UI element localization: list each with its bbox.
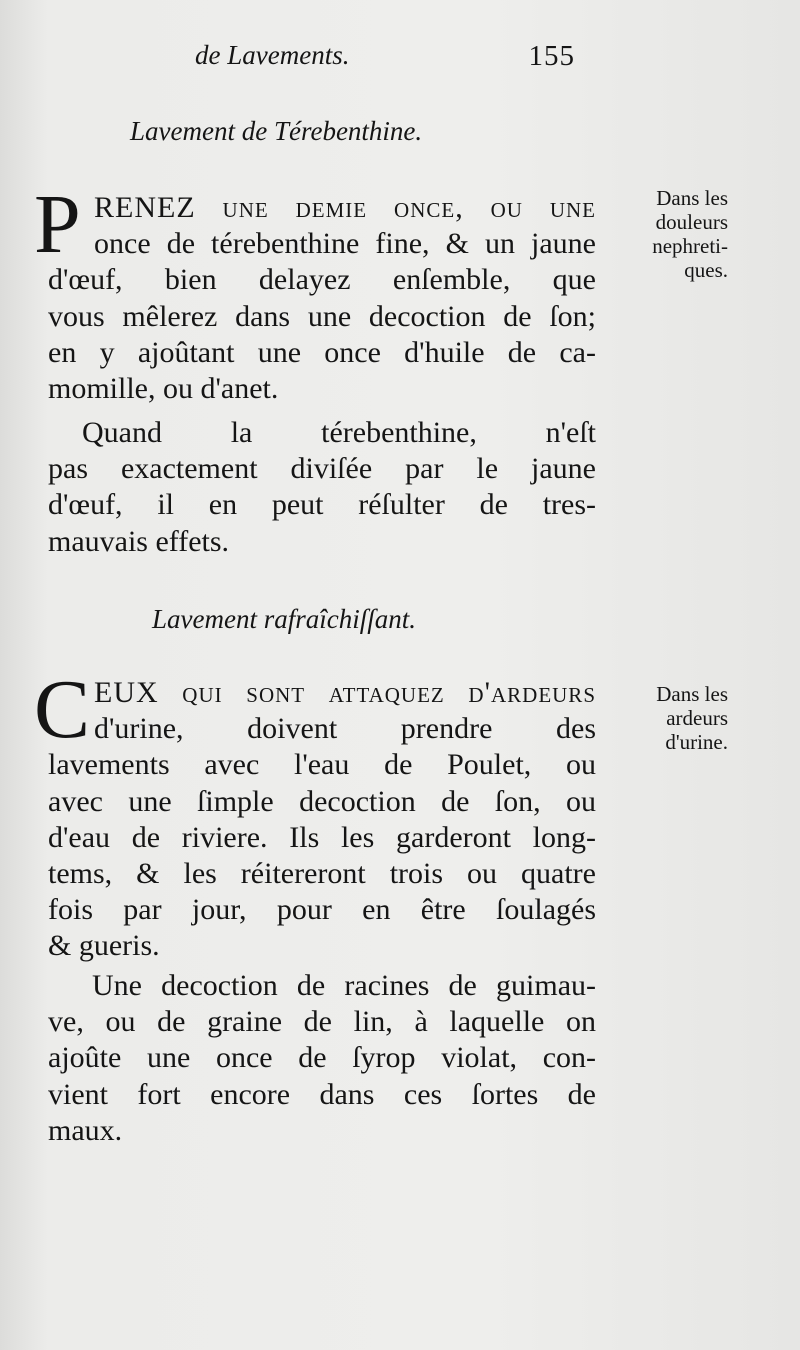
text-line: tems, & les réitereront trois ou quatre — [48, 856, 596, 890]
margin-note-line: d'urine. — [665, 730, 728, 754]
drop-cap-c: C — [34, 663, 91, 756]
text-line: lavements avec l'eau de Poulet, ou — [48, 748, 596, 782]
text-line: en y ajoûtant une once d'huile de ca- — [48, 335, 596, 369]
text-line: vous mêlerez dans une decoction de ſon; — [48, 299, 596, 333]
text-line: ajoûte une once de ſyrop violat, con- — [48, 1041, 596, 1075]
margin-note-line: Dans les — [656, 682, 728, 706]
text-line: mauvais effets. — [48, 524, 230, 558]
text-line: d'œuf, bien delayez enſemble, que — [48, 263, 596, 297]
text-line: Une decoction de racines de guimau- — [92, 969, 596, 1002]
text-line: maux. — [48, 1113, 123, 1147]
text-line: Quand la térebenthine, n'eſt — [82, 416, 596, 449]
text-line: avec une ſimple decoction de ſon, ou — [48, 784, 596, 818]
text-line: d'eau de riviere. Ils les garderont long- — [48, 820, 596, 854]
running-head — [195, 40, 575, 80]
paragraph-guimauve — [48, 968, 596, 1149]
margin-note-line: nephreti- — [652, 234, 728, 258]
margin-note-line: ques. — [684, 258, 728, 282]
paragraph-terebenthine-recipe — [34, 178, 596, 407]
text-line: once de térebenthine fine, & un jaune — [94, 227, 596, 261]
margin-note-line: Dans les — [656, 186, 728, 210]
text-line: d'œuf, il en peut réſulter de tres- — [48, 488, 596, 522]
margin-note-douleurs — [588, 186, 728, 282]
text-line: vient fort encore dans ces ſortes de — [48, 1077, 596, 1111]
paragraph-ardeurs-urine — [34, 663, 596, 965]
margin-note-line: douleurs — [655, 210, 728, 234]
margin-note-ardeurs — [588, 682, 728, 754]
text-line: & gueris. — [48, 929, 160, 963]
margin-note-line: ardeurs — [666, 706, 728, 730]
text-line: ve, ou de graine de lin, à laquelle on — [48, 1005, 596, 1039]
text-line: d'urine, doivent prendre des — [94, 712, 596, 746]
text-line: EUX qui ſont attaquez d'ardeurs — [94, 676, 596, 709]
running-head-title: de Lavements. — [195, 40, 350, 70]
section-heading-rafraichissant: Lavement rafraîchiſſant. — [152, 604, 416, 634]
text-line: pas exactement diviſée par le jaune — [48, 452, 596, 486]
paragraph-terebenthine-warning — [48, 415, 596, 560]
section-heading-terebenthine: Lavement de Térebenthine. — [130, 116, 423, 146]
text-line: RENEZ une demie once, ou une — [94, 191, 596, 224]
text-line: momille, ou d'anet. — [48, 371, 279, 405]
drop-cap-p: P — [34, 178, 81, 271]
page-number: 155 — [528, 40, 575, 72]
text-line: fois par jour, pour en être ſoulagés — [48, 893, 596, 927]
